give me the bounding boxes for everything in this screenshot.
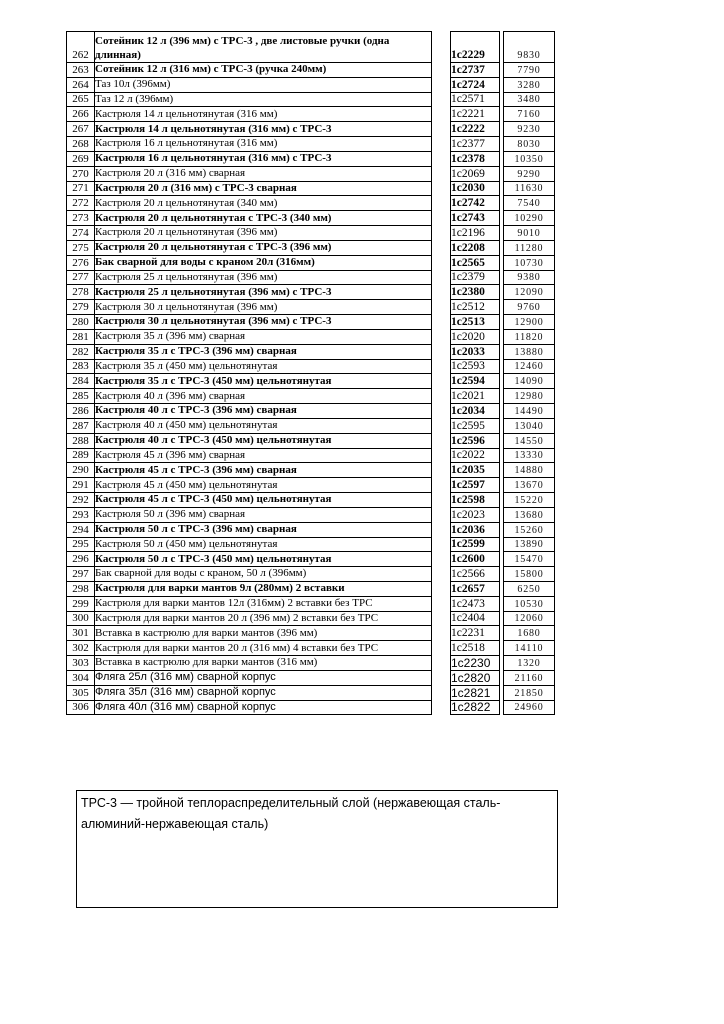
- table-row: [67, 581, 555, 596]
- item-description: Кастрюля 45 л (450 мм) цельнотянутая: [95, 478, 432, 493]
- item-description: Кастрюля 20 л цельнотянутая с ТРС-3 (396 мм): [95, 240, 432, 255]
- row-number: 277: [67, 270, 95, 285]
- article-code: 1c2034: [451, 404, 500, 419]
- row-number: 266: [67, 107, 95, 122]
- column-gap: [432, 77, 451, 92]
- item-description: Кастрюля 14 л цельнотянутая (316 мм) с ТРС-3: [95, 122, 432, 137]
- row-number: 294: [67, 522, 95, 537]
- item-description: Кастрюля 30 л цельнотянутая (396 мм): [95, 300, 432, 315]
- table-row: [67, 315, 555, 330]
- article-code: 1c2379: [451, 270, 500, 285]
- table-row: [67, 537, 555, 552]
- column-gap: [432, 404, 451, 419]
- table-row: [67, 389, 555, 404]
- row-number: 296: [67, 552, 95, 567]
- row-number: 274: [67, 226, 95, 241]
- row-number: 275: [67, 240, 95, 255]
- price-value: 10350: [504, 151, 555, 166]
- row-number: 301: [67, 626, 95, 641]
- article-code: 1c2230: [451, 656, 500, 671]
- column-gap: [432, 137, 451, 152]
- row-number: 284: [67, 374, 95, 389]
- item-description: Кастрюля 50 л (450 мм) цельнотянутая: [95, 537, 432, 552]
- table-row: [67, 670, 555, 685]
- table-row: [67, 196, 555, 211]
- article-code: 1c2599: [451, 537, 500, 552]
- price-value: 11280: [504, 240, 555, 255]
- item-description: Бак сварной для воды с краном 20л (316мм): [95, 255, 432, 270]
- table-row: [67, 641, 555, 656]
- price-value: 15800: [504, 567, 555, 582]
- price-value: 8030: [504, 137, 555, 152]
- item-description: Кастрюля 50 л (396 мм) сварная: [95, 507, 432, 522]
- article-code: 1c2594: [451, 374, 500, 389]
- price-value: 14880: [504, 463, 555, 478]
- table-row: [67, 270, 555, 285]
- article-code: 1c2022: [451, 448, 500, 463]
- column-gap: [432, 670, 451, 685]
- item-description: Кастрюля 20 л (316 мм) сварная: [95, 166, 432, 181]
- row-number: 289: [67, 448, 95, 463]
- price-value: 3480: [504, 92, 555, 107]
- article-code: 1c2473: [451, 596, 500, 611]
- column-gap: [432, 315, 451, 330]
- price-value: 12060: [504, 611, 555, 626]
- price-value: 14110: [504, 641, 555, 656]
- table-row: [67, 137, 555, 152]
- item-description: Кастрюля 30 л цельнотянутая (396 мм) с ТРС-3: [95, 315, 432, 330]
- price-value: 12090: [504, 285, 555, 300]
- row-number: 288: [67, 433, 95, 448]
- row-number: 272: [67, 196, 95, 211]
- price-value: 13330: [504, 448, 555, 463]
- table-row: [67, 92, 555, 107]
- table-row: [67, 151, 555, 166]
- column-gap: [432, 344, 451, 359]
- price-value: 9830: [504, 32, 555, 63]
- item-description: Фляга 35л (316 мм) сварной корпус: [95, 685, 432, 700]
- item-description: Кастрюля 45 л с ТРС-3 (450 мм) цельнотянутая: [95, 493, 432, 508]
- column-gap: [432, 552, 451, 567]
- row-number: 263: [67, 63, 95, 78]
- item-description: Кастрюля 40 л с ТРС-3 (450 мм) цельнотянутая: [95, 433, 432, 448]
- price-value: 14490: [504, 404, 555, 419]
- item-description: Кастрюля 35 л (450 мм) цельнотянутая: [95, 359, 432, 374]
- price-table-body: [67, 32, 555, 715]
- row-number: 268: [67, 137, 95, 152]
- row-number: 290: [67, 463, 95, 478]
- article-code: 1c2023: [451, 507, 500, 522]
- article-code: 1c2598: [451, 493, 500, 508]
- item-description: Таз 10л (396мм): [95, 77, 432, 92]
- article-code: 1c2822: [451, 700, 500, 715]
- row-number: 306: [67, 700, 95, 715]
- price-value: 10530: [504, 596, 555, 611]
- column-gap: [432, 374, 451, 389]
- price-value: 13040: [504, 418, 555, 433]
- table-row: [67, 611, 555, 626]
- table-row: [67, 344, 555, 359]
- table-row: [67, 122, 555, 137]
- price-list-table: [66, 31, 555, 715]
- item-description: Таз 12 л (396мм): [95, 92, 432, 107]
- article-code: 1c2600: [451, 552, 500, 567]
- row-number: 283: [67, 359, 95, 374]
- article-code: 1c2021: [451, 389, 500, 404]
- table-row: [67, 300, 555, 315]
- price-value: 13890: [504, 537, 555, 552]
- table-row: [67, 567, 555, 582]
- row-number: 267: [67, 122, 95, 137]
- column-gap: [432, 255, 451, 270]
- price-value: 9010: [504, 226, 555, 241]
- table-row: [67, 478, 555, 493]
- column-gap: [432, 463, 451, 478]
- article-code: 1c2512: [451, 300, 500, 315]
- article-code: 1c2229: [451, 32, 500, 63]
- item-description: Кастрюля 45 л с ТРС-3 (396 мм) сварная: [95, 463, 432, 478]
- price-value: 24960: [504, 700, 555, 715]
- row-number: 302: [67, 641, 95, 656]
- table-row: [67, 285, 555, 300]
- trs3-footnote-text: ТРС-3 — тройной теплораспределительный слой (нержавеющая сталь-алюминий-нержавеющая сталь): [81, 796, 501, 831]
- column-gap: [432, 329, 451, 344]
- row-number: 271: [67, 181, 95, 196]
- row-number: 280: [67, 315, 95, 330]
- column-gap: [432, 359, 451, 374]
- table-row: [67, 656, 555, 671]
- column-gap: [432, 92, 451, 107]
- article-code: 1c2069: [451, 166, 500, 181]
- row-number: 291: [67, 478, 95, 493]
- row-number: 265: [67, 92, 95, 107]
- price-value: 12900: [504, 315, 555, 330]
- row-number: 279: [67, 300, 95, 315]
- table-row: [67, 211, 555, 226]
- column-gap: [432, 270, 451, 285]
- item-description: Сотейник 12 л (316 мм) с ТРС-3 (ручка 240мм): [95, 63, 432, 78]
- item-description: Вставка в кастрюлю для варки мантов (396 мм): [95, 626, 432, 641]
- item-description: Вставка в кастрюлю для варки мантов (316 мм): [95, 656, 432, 671]
- item-description: Кастрюля для варки мантов 20 л (316 мм) 4 вставки без ТРС: [95, 641, 432, 656]
- article-code: 1c2571: [451, 92, 500, 107]
- row-number: 281: [67, 329, 95, 344]
- row-number: 304: [67, 670, 95, 685]
- price-value: 1320: [504, 656, 555, 671]
- column-gap: [432, 537, 451, 552]
- column-gap: [432, 181, 451, 196]
- row-number: 269: [67, 151, 95, 166]
- row-number: 287: [67, 418, 95, 433]
- table-row: [67, 329, 555, 344]
- price-value: 9380: [504, 270, 555, 285]
- price-value: 7540: [504, 196, 555, 211]
- item-description: Кастрюля 45 л (396 мм) сварная: [95, 448, 432, 463]
- price-value: 1680: [504, 626, 555, 641]
- article-code: 1c2565: [451, 255, 500, 270]
- article-code: 1c2596: [451, 433, 500, 448]
- table-row: [67, 433, 555, 448]
- article-code: 1c2597: [451, 478, 500, 493]
- row-number: 305: [67, 685, 95, 700]
- column-gap: [432, 211, 451, 226]
- column-gap: [432, 63, 451, 78]
- table-row: [67, 359, 555, 374]
- article-code: 1c2404: [451, 611, 500, 626]
- row-number: 278: [67, 285, 95, 300]
- column-gap: [432, 567, 451, 582]
- article-code: 1c2513: [451, 315, 500, 330]
- article-code: 1c2566: [451, 567, 500, 582]
- column-gap: [432, 507, 451, 522]
- table-row: [67, 226, 555, 241]
- item-description: Кастрюля 25 л цельнотянутая (396 мм) с ТРС-3: [95, 285, 432, 300]
- item-description: Кастрюля 40 л с ТРС-3 (396 мм) сварная: [95, 404, 432, 419]
- row-number: 292: [67, 493, 95, 508]
- price-value: 14090: [504, 374, 555, 389]
- column-gap: [432, 166, 451, 181]
- row-number: 295: [67, 537, 95, 552]
- column-gap: [432, 285, 451, 300]
- row-number: 282: [67, 344, 95, 359]
- item-description: Кастрюля 20 л цельнотянутая (396 мм): [95, 226, 432, 241]
- article-code: 1c2742: [451, 196, 500, 211]
- table-row: [67, 166, 555, 181]
- table-row: [67, 418, 555, 433]
- item-description: Кастрюля 20 л (316 мм) с ТРС-3 сварная: [95, 181, 432, 196]
- table-row: [67, 685, 555, 700]
- article-code: 1c2380: [451, 285, 500, 300]
- article-code: 1c2657: [451, 581, 500, 596]
- table-row: [67, 374, 555, 389]
- row-number: 270: [67, 166, 95, 181]
- table-row: [67, 493, 555, 508]
- article-code: 1c2196: [451, 226, 500, 241]
- item-description: Кастрюля 35 л с ТРС-3 (396 мм) сварная: [95, 344, 432, 359]
- column-gap: [432, 389, 451, 404]
- row-number: 262: [67, 32, 95, 63]
- article-code: 1c2593: [451, 359, 500, 374]
- item-description: Кастрюля 20 л цельнотянутая (340 мм): [95, 196, 432, 211]
- item-description: Кастрюля 40 л (450 мм) цельнотянутая: [95, 418, 432, 433]
- item-description: Кастрюля 40 л (396 мм) сварная: [95, 389, 432, 404]
- price-value: 15470: [504, 552, 555, 567]
- article-code: 1c2518: [451, 641, 500, 656]
- item-description: Кастрюля 14 л цельнотянутая (316 мм): [95, 107, 432, 122]
- column-gap: [432, 581, 451, 596]
- table-row: [67, 77, 555, 92]
- article-code: 1c2743: [451, 211, 500, 226]
- column-gap: [432, 611, 451, 626]
- price-value: 7790: [504, 63, 555, 78]
- column-gap: [432, 300, 451, 315]
- column-gap: [432, 641, 451, 656]
- price-value: 13670: [504, 478, 555, 493]
- price-value: 21160: [504, 670, 555, 685]
- trs3-footnote-box: [76, 790, 558, 908]
- article-code: 1c2821: [451, 685, 500, 700]
- item-description: Кастрюля 16 л цельнотянутая (316 мм): [95, 137, 432, 152]
- table-row: [67, 522, 555, 537]
- column-gap: [432, 656, 451, 671]
- article-code: 1c2036: [451, 522, 500, 537]
- price-value: 11630: [504, 181, 555, 196]
- row-number: 276: [67, 255, 95, 270]
- item-description: Кастрюля для варки мантов 20 л (396 мм) 2 вставки без ТРС: [95, 611, 432, 626]
- article-code: 1c2737: [451, 63, 500, 78]
- column-gap: [432, 226, 451, 241]
- item-description: Кастрюля 50 л с ТРС-3 (450 мм) цельнотянутая: [95, 552, 432, 567]
- column-gap: [432, 433, 451, 448]
- row-number: 285: [67, 389, 95, 404]
- price-value: 12980: [504, 389, 555, 404]
- item-description: Кастрюля 20 л цельнотянутая с ТРС-3 (340 мм): [95, 211, 432, 226]
- price-value: 7160: [504, 107, 555, 122]
- article-code: 1c2377: [451, 137, 500, 152]
- table-row: [67, 240, 555, 255]
- price-value: 13680: [504, 507, 555, 522]
- price-value: 9290: [504, 166, 555, 181]
- column-gap: [432, 240, 451, 255]
- column-gap: [432, 32, 451, 63]
- column-gap: [432, 626, 451, 641]
- price-value: 13880: [504, 344, 555, 359]
- article-code: 1c2222: [451, 122, 500, 137]
- column-gap: [432, 478, 451, 493]
- item-description: Кастрюля 35 л (396 мм) сварная: [95, 329, 432, 344]
- table-row: [67, 181, 555, 196]
- row-number: 293: [67, 507, 95, 522]
- row-number: 264: [67, 77, 95, 92]
- article-code: 1c2820: [451, 670, 500, 685]
- row-number: 300: [67, 611, 95, 626]
- price-value: 11820: [504, 329, 555, 344]
- item-description: Бак сварной для воды с краном, 50 л (396мм): [95, 567, 432, 582]
- item-description: Фляга 25л (316 мм) сварной корпус: [95, 670, 432, 685]
- row-number: 286: [67, 404, 95, 419]
- item-description: Кастрюля 50 л с ТРС-3 (396 мм) сварная: [95, 522, 432, 537]
- price-value: 12460: [504, 359, 555, 374]
- article-code: 1c2030: [451, 181, 500, 196]
- column-gap: [432, 196, 451, 211]
- column-gap: [432, 448, 451, 463]
- article-code: 1c2231: [451, 626, 500, 641]
- item-description: Кастрюля 35 л с ТРС-3 (450 мм) цельнотянутая: [95, 374, 432, 389]
- article-code: 1c2208: [451, 240, 500, 255]
- column-gap: [432, 700, 451, 715]
- column-gap: [432, 596, 451, 611]
- table-row: [67, 626, 555, 641]
- table-row: [67, 63, 555, 78]
- item-description: Фляга 40л (316 мм) сварной корпус: [95, 700, 432, 715]
- price-value: 9760: [504, 300, 555, 315]
- table-row: [67, 700, 555, 715]
- column-gap: [432, 685, 451, 700]
- item-description: Кастрюля для варки мантов 12л (316мм) 2 вставки без ТРС: [95, 596, 432, 611]
- item-description: Кастрюля 25 л цельнотянутая (396 мм): [95, 270, 432, 285]
- column-gap: [432, 522, 451, 537]
- table-row: [67, 255, 555, 270]
- price-value: 6250: [504, 581, 555, 596]
- table-row: [67, 448, 555, 463]
- column-gap: [432, 107, 451, 122]
- price-value: 9230: [504, 122, 555, 137]
- article-code: 1c2033: [451, 344, 500, 359]
- row-number: 303: [67, 656, 95, 671]
- table-row: [67, 107, 555, 122]
- table-row: [67, 404, 555, 419]
- article-code: 1c2035: [451, 463, 500, 478]
- price-value: 15220: [504, 493, 555, 508]
- price-value: 10290: [504, 211, 555, 226]
- article-code: 1c2724: [451, 77, 500, 92]
- column-gap: [432, 493, 451, 508]
- row-number: 299: [67, 596, 95, 611]
- table-row: [67, 463, 555, 478]
- item-description: Сотейник 12 л (396 мм) с ТРС-3 , две листовые ручки (одна длинная): [95, 32, 432, 63]
- column-gap: [432, 122, 451, 137]
- table-row: [67, 596, 555, 611]
- row-number: 273: [67, 211, 95, 226]
- article-code: 1c2221: [451, 107, 500, 122]
- table-row: [67, 507, 555, 522]
- article-code: 1c2378: [451, 151, 500, 166]
- column-gap: [432, 151, 451, 166]
- price-value: 3280: [504, 77, 555, 92]
- table-row: [67, 552, 555, 567]
- article-code: 1c2020: [451, 329, 500, 344]
- row-number: 298: [67, 581, 95, 596]
- row-number: 297: [67, 567, 95, 582]
- item-description: Кастрюля для варки мантов 9л (280мм) 2 вставки: [95, 581, 432, 596]
- article-code: 1c2595: [451, 418, 500, 433]
- item-description: Кастрюля 16 л цельнотянутая (316 мм) с ТРС-3: [95, 151, 432, 166]
- table-row: [67, 32, 555, 63]
- price-value: 21850: [504, 685, 555, 700]
- price-value: 15260: [504, 522, 555, 537]
- price-value: 14550: [504, 433, 555, 448]
- price-value: 10730: [504, 255, 555, 270]
- column-gap: [432, 418, 451, 433]
